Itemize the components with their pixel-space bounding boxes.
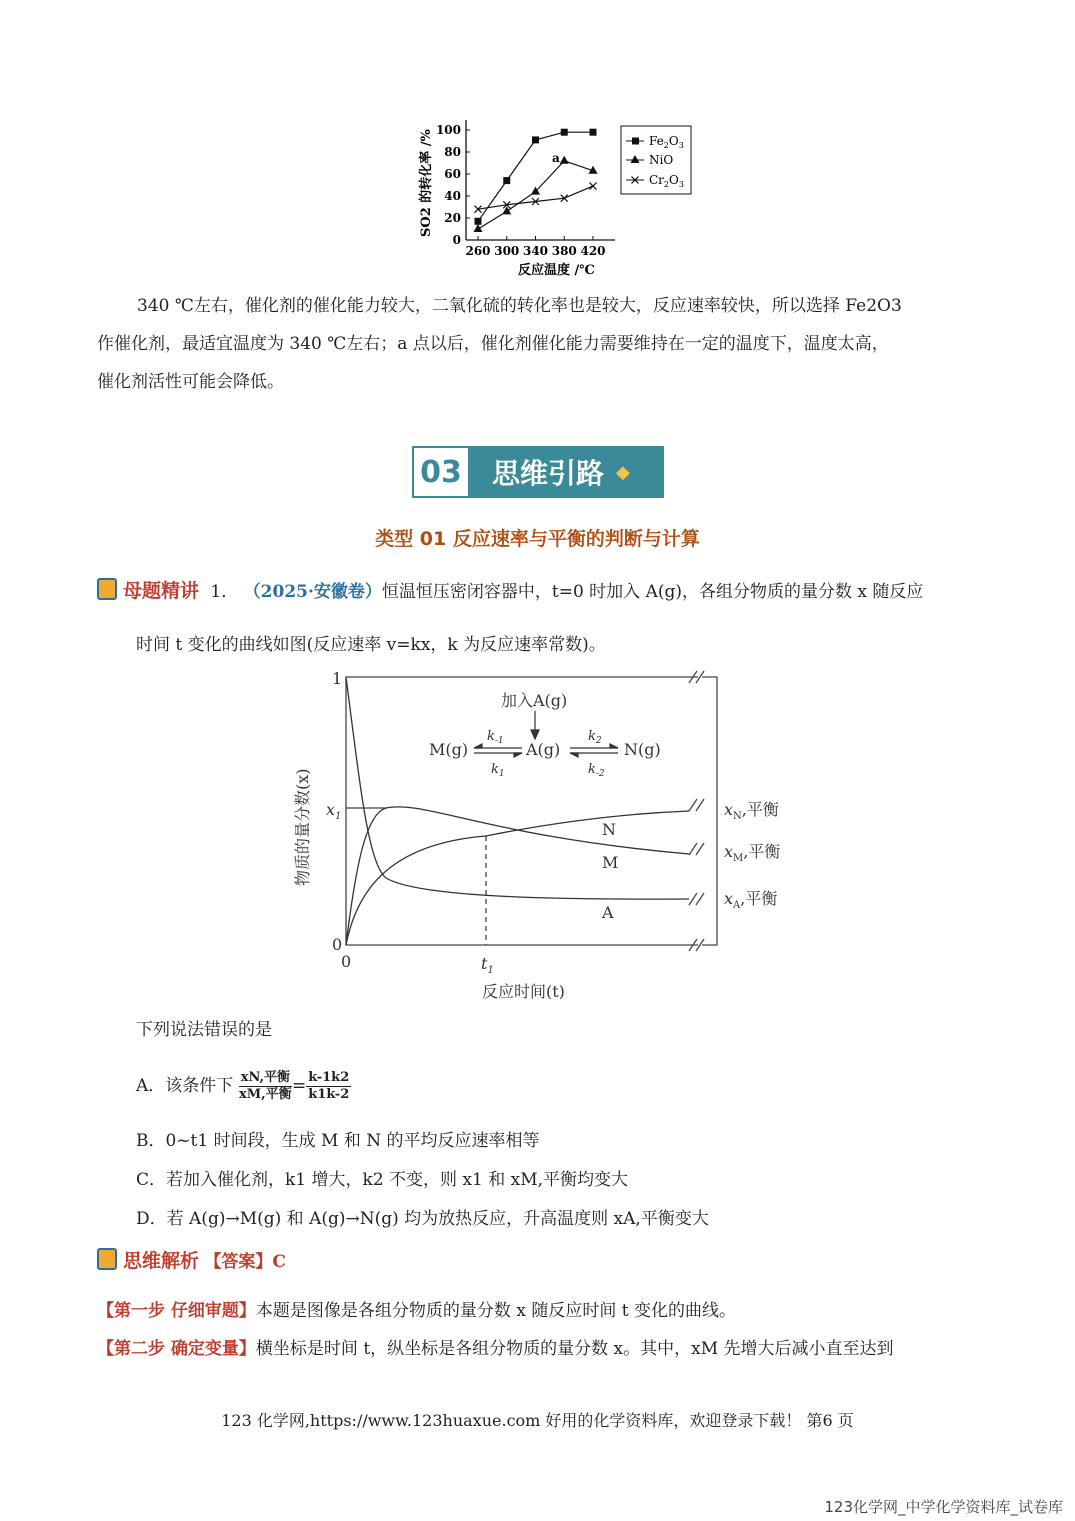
data-point-cr2o3: [590, 183, 597, 190]
y-axis-label: 物质的量分数(x): [293, 768, 312, 886]
so2-xtick-label: 340: [522, 244, 549, 258]
type-heading: 类型 01 反应速率与平衡的判断与计算: [375, 528, 700, 550]
so2-conversion-chart: [410, 112, 700, 282]
diamond-icon: ◆: [616, 461, 630, 483]
data-point-fe2o3: [561, 129, 568, 136]
k2-label: $k_2$: [588, 729, 602, 746]
mole-fraction-chart: [286, 664, 796, 1008]
question-prompt: 下列说法错误的是: [136, 1020, 272, 1040]
t1-label: $t_1$: [481, 954, 494, 976]
k-minus2-label: $k_{-2}$: [588, 762, 605, 779]
curve-M: [346, 807, 689, 945]
x-axis-label: 反应时间(t): [482, 982, 565, 1001]
book-icon: [97, 1248, 117, 1270]
data-point-fe2o3: [590, 129, 597, 136]
label-M: M: [602, 853, 619, 872]
data-point-fe2o3: [503, 177, 510, 184]
legend-fe2o3: [626, 134, 684, 150]
so2-annotation-a: a: [552, 151, 560, 165]
question-source: （2025·安徽卷）: [243, 582, 382, 602]
k-minus1-label: $k_{-1}$: [487, 729, 504, 746]
data-point-nio: [474, 224, 483, 232]
legend-nio: [626, 153, 673, 167]
data-point-nio: [560, 156, 569, 164]
svg-text:Fe2O3: $Fe_2O_3$: [649, 134, 684, 150]
data-point-fe2o3: [475, 218, 482, 225]
legend-cr2o3: [626, 173, 684, 189]
add-A-label: 加入A(g): [501, 691, 568, 710]
so2-ytick-label: 80: [444, 145, 461, 159]
para-line-2: 作催化剂，最适宜温度为 340 ℃左右；a 点以后，催化剂催化能力需要维持在一定的温度下，温度太高，: [97, 334, 889, 354]
question-tag: 母题精讲: [97, 576, 199, 603]
page-footer: 123 化学网,https://www.123huaxue.com 好用的化学资料库，欢迎登录下载！ 第6 页: [221, 1411, 854, 1430]
step-2: 【第二步 确定变量】横坐标是时间 t，纵坐标是各组分物质的量分数 x。其中，xM 先增大后减小直至达到: [97, 1339, 894, 1359]
step-1: 【第一步 仔细审题】本题是图像是各组分物质的量分数 x 随反应时间 t 变化的曲线。: [97, 1301, 736, 1321]
banner-title: 思维引路: [492, 457, 605, 490]
so2-xtick-label: 420: [580, 244, 606, 258]
svg-text:NiO: NiO: [649, 153, 674, 167]
watermark: 123化学网_中学化学资料库_试卷库: [824, 1498, 1063, 1516]
optA-lhs-num: xN,平衡: [240, 1070, 291, 1085]
scheme-A: A(g): [526, 740, 561, 759]
question-line-1: [97, 576, 923, 603]
label-A: A: [602, 903, 614, 922]
analysis-line: [97, 1246, 286, 1273]
so2-ytick-label: 40: [444, 189, 461, 203]
section-banner: [412, 446, 664, 498]
optA-lhs-den: xM,平衡: [239, 1087, 292, 1102]
answer-value: C: [272, 1252, 286, 1272]
curve-N: [346, 811, 689, 945]
analysis-tag: 思维解析: [97, 1246, 199, 1273]
option-B[interactable]: B．0~t1 时间段，生成 M 和 N 的平均反应速率相等: [136, 1131, 540, 1151]
y-zero-label: 0: [332, 935, 343, 954]
answer-label: 【答案】: [204, 1252, 273, 1272]
y-top-label: 1: [332, 669, 343, 688]
so2-ytick-label: 0: [452, 233, 461, 247]
question-number: 1．: [210, 582, 239, 602]
question-stem-2: 时间 t 变化的曲线如图(反应速率 v=kx，k 为反应速率常数)。: [136, 635, 606, 655]
banner-number: 03: [412, 446, 470, 498]
data-point-fe2o3: [532, 136, 539, 143]
x-zero-label: 0: [341, 952, 352, 971]
label-N: N: [602, 820, 616, 839]
so2-ylabel: SO2 的转化率 /%: [419, 129, 434, 237]
so2-ytick-label: 100: [435, 123, 461, 137]
so2-xtick-label: 260: [465, 244, 491, 258]
optA-rhs-den: k1k-2: [308, 1087, 350, 1102]
series-line-nio: [478, 161, 593, 229]
option-A[interactable]: A．该条件下 xN,平衡 xM,平衡 = $\frac{k-1k2}{k1k-2}$: [136, 1070, 350, 1102]
scheme-N: N(g): [624, 740, 661, 759]
para-line-1: 340 ℃左右，催化剂的催化能力较大，二氧化硫的转化率也是较大，反应速率较快，所以选择 Fe2O3: [137, 296, 902, 316]
optA-rhs-num: k-1k2: [308, 1070, 350, 1085]
svg-text:Cr2O3: $Cr_2O_3$: [649, 173, 684, 189]
para-line-3: 催化剂活性可能会降低。: [97, 372, 284, 392]
so2-xtick-label: 300: [494, 244, 520, 258]
eq-A-label: $x_A$,平衡: [724, 889, 778, 911]
question-stem-1: 恒温恒压密闭容器中，t=0 时加入 A(g)，各组分物质的量分数 x 随反应: [381, 582, 924, 602]
scheme-M: M(g): [429, 740, 469, 759]
book-icon: [97, 578, 117, 600]
so2-ytick-label: 60: [444, 167, 461, 181]
eq-N-label: $x_N$,平衡: [724, 800, 779, 822]
so2-xtick-label: 380: [551, 244, 577, 258]
so2-xlabel: 反应温度 /℃: [518, 263, 595, 278]
x1-label: $x_1$: [326, 800, 342, 822]
curve-A: [346, 677, 689, 899]
so2-ytick-label: 20: [444, 211, 461, 225]
option-C[interactable]: C．若加入催化剂，k1 增大，k2 不变，则 x1 和 xM,平衡均变大: [136, 1170, 629, 1190]
series-line-fe2o3: [478, 132, 593, 221]
eq-M-label: $x_M$,平衡: [724, 842, 781, 864]
option-D[interactable]: D．若 A(g)→M(g) 和 A(g)→N(g) 均为放热反应，升高温度则 xA,平衡变大: [136, 1209, 709, 1229]
k1-label: $k_1$: [491, 762, 505, 779]
